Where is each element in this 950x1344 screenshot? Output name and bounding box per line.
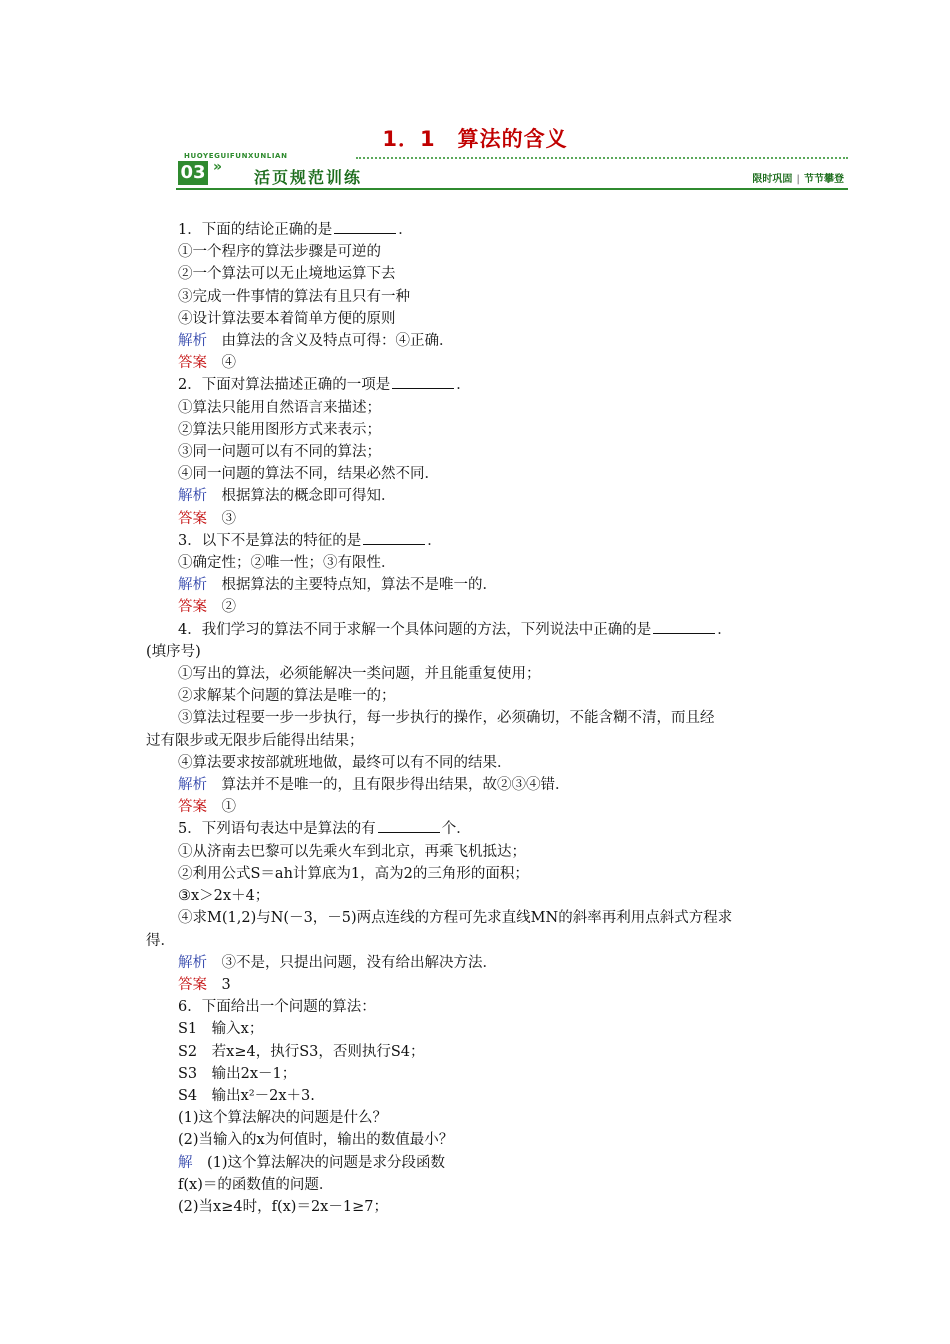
question-1-analysis: 解析 由算法的含义及特点可得：④正确． xyxy=(178,333,454,350)
question-5-option: ③x＞2x＋4； xyxy=(178,888,270,905)
question-5-stem: 5．下列语句表达中是算法的有 个． xyxy=(146,818,806,840)
question-4-option: ③算法过程要一步一步执行，每一步执行的操作，必须确切，不能含糊不清，而且经 xyxy=(178,710,715,727)
exercise-content xyxy=(146,219,806,1218)
question-1-option: ②一个算法可以无止境地运算下去 xyxy=(178,266,396,283)
question-2-analysis: 解析 根据算法的概念即可得知． xyxy=(178,488,396,505)
question-4-option-continued: 过有限步或无限步后能得出结果； xyxy=(146,732,364,749)
question-1-option: ③完成一件事情的算法有且只有一种 xyxy=(178,288,410,305)
answer-blank xyxy=(653,619,715,634)
algorithm-step: S2 若x≥4，执行S3，否则执行S4； xyxy=(178,1043,425,1060)
question-4-option: ②求解某个问题的算法是唯一的； xyxy=(178,688,396,705)
question-4-answer: 答案 ① xyxy=(178,799,236,816)
question-6-subquestion: (2)当输入的x为何值时，输出的数值最小？ xyxy=(178,1132,454,1149)
question-1-option: ①一个程序的算法步骤是可逆的 xyxy=(178,244,381,261)
question-5-analysis: 解析 ③不是，只提出问题，没有给出解决方法． xyxy=(178,954,497,971)
banner-number: 03 xyxy=(178,161,208,185)
question-2-answer: 答案 ③ xyxy=(178,510,236,527)
answer-label: 答案 xyxy=(178,799,207,816)
question-3-answer: 答案 ② xyxy=(178,599,236,616)
answer-blank xyxy=(378,818,440,833)
question-4-stem-continued: (填序号) xyxy=(146,643,201,660)
question-2-option: ②算法只能用图形方式来表示； xyxy=(178,421,381,438)
question-5-option: ①从济南去巴黎可以先乘火车到北京，再乘飞机抵达； xyxy=(178,843,526,860)
question-2-option: ③同一问题可以有不同的算法； xyxy=(178,444,381,461)
analysis-label: 解析 xyxy=(178,577,207,594)
banner-tag xyxy=(752,170,844,185)
question-6-solution: 解 (1)这个算法解决的问题是求分段函数 xyxy=(178,1154,446,1171)
question-2-option: ④同一问题的算法不同，结果必然不同． xyxy=(178,466,439,483)
analysis-label: 解析 xyxy=(178,777,207,794)
banner-heading: 活页规范训练 xyxy=(254,168,363,187)
answer-label: 答案 xyxy=(178,510,207,527)
algorithm-step: S3 输出2x－1； xyxy=(178,1065,297,1082)
question-4-analysis: 解析 算法并不是唯一的，且有限步得出结果，故②③④错． xyxy=(178,777,570,794)
answer-label: 答案 xyxy=(178,976,207,993)
question-3-analysis: 解析 根据算法的主要特点知，算法不是唯一的． xyxy=(178,577,497,594)
banner-pinyin: HUOYEGUIFUNXUNLIAN xyxy=(184,152,288,160)
question-6-subquestion: (1)这个算法解决的问题是什么？ xyxy=(178,1110,388,1127)
question-1-stem: 1．下面的结论正确的是 ． xyxy=(146,219,806,241)
section-banner xyxy=(176,152,848,192)
question-4-stem: 4．我们学习的算法不同于求解一个具体问题的方法，下列说法中正确的是 ． xyxy=(146,619,806,641)
banner-tag-separator: | xyxy=(796,174,800,185)
question-6-solution-line: (2)当x≥4时，f(x)＝2x－1≥7； xyxy=(178,1198,388,1215)
question-6-solution-line: f(x)＝的函数值的问题． xyxy=(178,1176,334,1193)
banner-tag-right: 节节攀登 xyxy=(804,174,844,185)
answer-blank xyxy=(363,530,425,545)
question-2-option: ①算法只能用自然语言来描述； xyxy=(178,399,381,416)
question-3-option: ①确定性；②唯一性；③有限性． xyxy=(178,555,396,572)
question-5-option: ②利用公式S＝ah计算底为1，高为2的三角形的面积； xyxy=(178,865,529,882)
banner-underline xyxy=(176,188,848,190)
question-1-option: ④设计算法要本着简单方便的原则 xyxy=(178,310,396,327)
algorithm-step: S1 输入x； xyxy=(178,1021,264,1038)
solution-label: 解 xyxy=(178,1154,193,1171)
question-1-answer: 答案 ④ xyxy=(178,355,236,372)
answer-blank xyxy=(392,374,454,389)
algorithm-step: S4 输出x²－2x＋3. xyxy=(178,1087,315,1104)
question-4-option: ①写出的算法，必须能解决一类问题，并且能重复使用； xyxy=(178,666,541,683)
page-title: 1．1 算法的含义 xyxy=(382,127,568,151)
banner-dotted-line xyxy=(356,157,848,159)
analysis-label: 解析 xyxy=(178,488,207,505)
chevron-right-icon: » xyxy=(213,159,223,175)
question-5-option-continued: 得． xyxy=(146,932,175,949)
answer-label: 答案 xyxy=(178,599,207,616)
question-5-answer: 答案 3 xyxy=(178,976,231,993)
banner-tag-left: 限时巩固 xyxy=(752,174,793,185)
answer-label: 答案 xyxy=(178,355,207,372)
analysis-label: 解析 xyxy=(178,333,207,350)
question-2-stem: 2．下面对算法描述正确的一项是 ． xyxy=(146,374,806,396)
question-6-stem: 6．下面给出一个问题的算法： xyxy=(178,999,376,1016)
answer-blank xyxy=(334,219,396,234)
question-4-option: ④算法要求按部就班地做，最终可以有不同的结果． xyxy=(178,754,512,771)
analysis-label: 解析 xyxy=(178,954,207,971)
question-3-stem: 3．以下不是算法的特征的是 ． xyxy=(146,530,806,552)
question-5-option: ④求M(1,2)与N(－3，－5)两点连线的方程可先求直线MN的斜率再利用点斜式方程求 xyxy=(178,910,733,927)
